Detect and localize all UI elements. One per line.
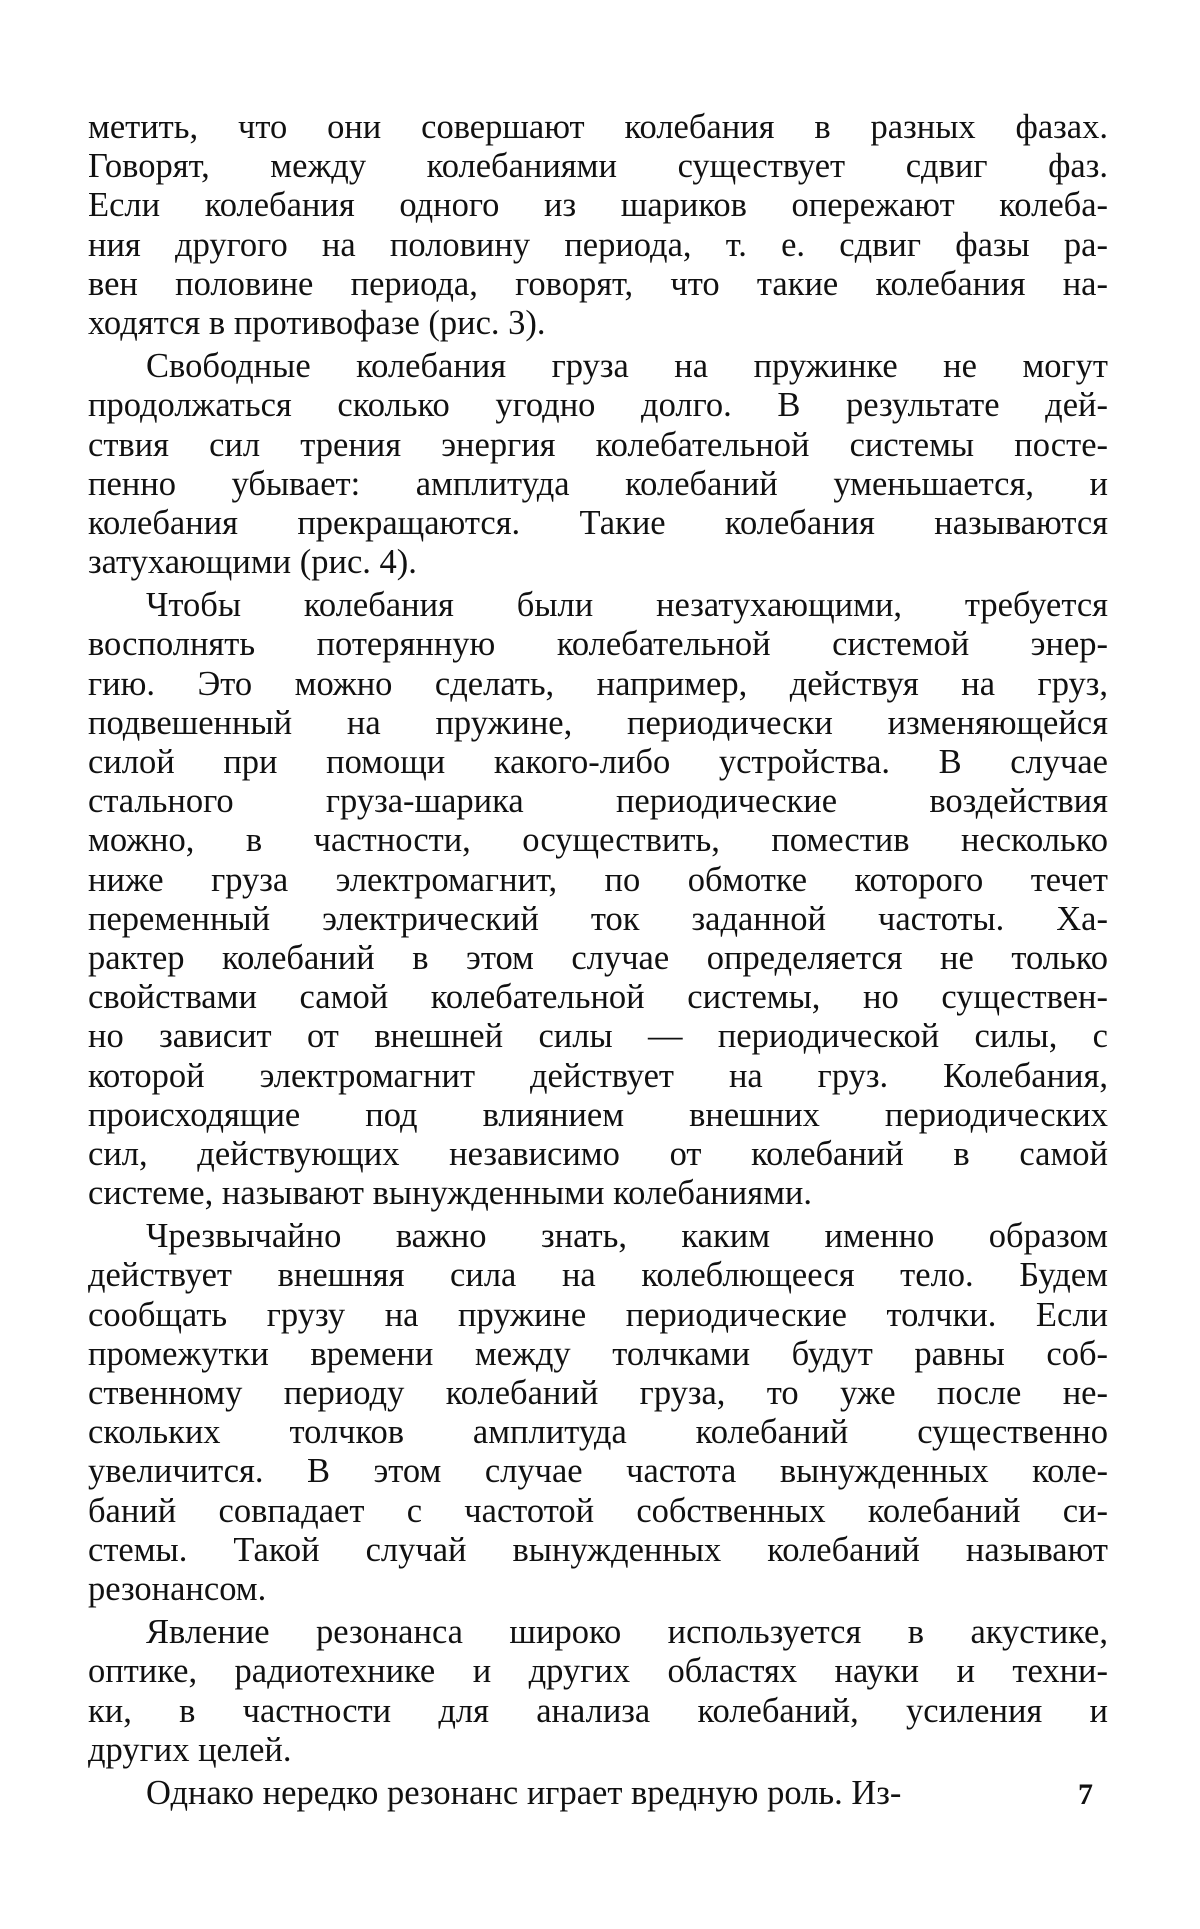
paragraph bbox=[88, 1774, 1108, 1813]
text-line: которой электромагнит действует на груз. Колебания, bbox=[88, 1056, 1108, 1095]
text-line: Явление резонанса широко используется в акустике, bbox=[146, 1613, 1108, 1652]
text-line: свойствами самой колебательной системы, но существен- bbox=[88, 978, 1108, 1017]
text-line: оптике, радиотехнике и других областях науки и техни- bbox=[88, 1652, 1108, 1691]
page-body bbox=[88, 108, 1108, 1813]
text-line: сообщать грузу на пружине периодические толчки. Если bbox=[88, 1295, 1108, 1334]
text-line: ниже груза электромагнит, по обмотке которого течет bbox=[88, 860, 1108, 899]
text-line: баний совпадает с частотой собственных колебаний си- bbox=[88, 1491, 1108, 1530]
paragraph bbox=[88, 108, 1108, 343]
text-line: затухающими (рис. 4). bbox=[88, 543, 417, 582]
text-line: ственному периоду колебаний груза, то уже после не- bbox=[88, 1374, 1108, 1412]
paragraph bbox=[88, 347, 1108, 582]
text-line: стемы. Такой случай вынужденных колебаний называют bbox=[88, 1530, 1108, 1569]
text-line: метить, что они совершают колебания в разных фазах. bbox=[88, 108, 1108, 146]
text-line: колебания прекращаются. Такие колебания называются bbox=[88, 503, 1108, 542]
text-line: но зависит от внешней силы — периодической силы, с bbox=[88, 1017, 1108, 1056]
paragraph bbox=[88, 1613, 1108, 1770]
text-line: ходятся в противофазе (рис. 3). bbox=[88, 303, 546, 342]
text-line: увеличится. В этом случае частота вынужденных коле- bbox=[88, 1452, 1108, 1491]
text-line: можно, в частности, осуществить, поместив несколько bbox=[88, 821, 1108, 860]
text-line: Чтобы колебания были незатухающими, требуется bbox=[146, 586, 1108, 625]
text-line: Если колебания одного из шариков опережают колеба- bbox=[88, 186, 1108, 225]
text-line: системе, называют вынужденными колебаниями. bbox=[88, 1174, 812, 1213]
text-line: пенно убывает: амплитуда колебаний уменьшается, и bbox=[88, 464, 1108, 503]
text-line: сил, действующих независимо от колебаний в самой bbox=[88, 1134, 1108, 1173]
text-line: других целей. bbox=[88, 1730, 292, 1769]
text-line: промежутки времени между толчками будут равны соб- bbox=[88, 1334, 1108, 1373]
text-line: стального груза-шарика периодические воздействия bbox=[88, 782, 1108, 821]
page-number: 7 bbox=[1078, 1778, 1093, 1811]
text-line: Чрезвычайно важно знать, каким именно образом bbox=[146, 1217, 1108, 1256]
text-line: происходящие под влиянием внешних периодических bbox=[88, 1095, 1108, 1134]
text-line: гию. Это можно сделать, например, действуя на груз, bbox=[88, 664, 1108, 703]
text-line: Однако нередко резонанс играет вредную роль. Из- bbox=[146, 1773, 902, 1812]
text-line: восполнять потерянную колебательной системой энер- bbox=[88, 625, 1108, 664]
text-line: Говорят, между колебаниями существует сдвиг фаз. bbox=[88, 147, 1108, 186]
text-line: переменный электрический ток заданной частоты. Ха- bbox=[88, 899, 1108, 938]
text-line: резонансом. bbox=[88, 1569, 267, 1608]
text-line: продолжаться сколько угодно долго. В результате дей- bbox=[88, 386, 1108, 425]
text-line: действует внешняя сила на колеблющееся тело. Будем bbox=[88, 1256, 1108, 1295]
paragraph bbox=[88, 586, 1108, 1213]
text-line: ния другого на половину периода, т. е. сдвиг фазы ра- bbox=[88, 225, 1108, 264]
text-line: рактер колебаний в этом случае определяется не только bbox=[88, 938, 1108, 977]
text-line: скольких толчков амплитуда колебаний существенно bbox=[88, 1413, 1108, 1452]
text-line: ки, в частности для анализа колебаний, усиления и bbox=[88, 1691, 1108, 1730]
text-line: вен половине периода, говорят, что такие колебания на- bbox=[88, 264, 1108, 303]
text-line: ствия сил трения энергия колебательной системы посте- bbox=[88, 425, 1108, 464]
text-line: Свободные колебания груза на пружинке не могут bbox=[146, 347, 1108, 386]
text-line: подвешенный на пружине, периодически изменяющейся bbox=[88, 703, 1108, 742]
paragraph bbox=[88, 1217, 1108, 1609]
text-line: силой при помощи какого-либо устройства. В случае bbox=[88, 743, 1108, 781]
